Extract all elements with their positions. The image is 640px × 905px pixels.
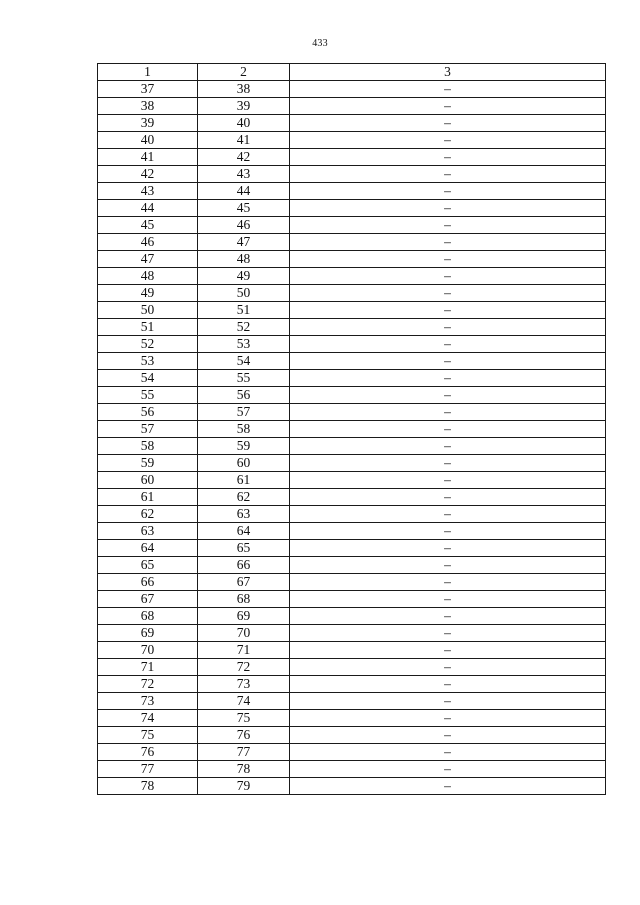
table-header-row — [98, 64, 606, 81]
table-cell-col-1: 58 — [98, 438, 198, 455]
table-cell-col-3: – — [290, 693, 606, 710]
table-cell-col-3: – — [290, 217, 606, 234]
table-cell-col-1: 78 — [98, 778, 198, 795]
table-cell-col-3: – — [290, 251, 606, 268]
table-cell-col-1: 74 — [98, 710, 198, 727]
table-cell-col-2: 42 — [198, 149, 290, 166]
table-row — [98, 183, 606, 200]
table-cell-col-1: 40 — [98, 132, 198, 149]
table-cell-col-2: 40 — [198, 115, 290, 132]
table-row — [98, 489, 606, 506]
table-cell-col-2: 76 — [198, 727, 290, 744]
table-row — [98, 81, 606, 98]
table-row — [98, 472, 606, 489]
table-cell-col-3: – — [290, 489, 606, 506]
table-cell-col-1: 45 — [98, 217, 198, 234]
table-cell-col-2: 62 — [198, 489, 290, 506]
table-row — [98, 574, 606, 591]
table-cell-col-1: 53 — [98, 353, 198, 370]
table-cell-col-1: 46 — [98, 234, 198, 251]
table-cell-col-2: 43 — [198, 166, 290, 183]
table-cell-col-3: – — [290, 557, 606, 574]
table-cell-col-3: – — [290, 98, 606, 115]
table-row — [98, 217, 606, 234]
table-cell-col-2: 57 — [198, 404, 290, 421]
table-cell-col-3: – — [290, 132, 606, 149]
table-cell-col-1: 72 — [98, 676, 198, 693]
table-cell-col-2: 66 — [198, 557, 290, 574]
table-cell-col-3: – — [290, 268, 606, 285]
table-row — [98, 438, 606, 455]
table-cell-col-3: – — [290, 302, 606, 319]
column-header-3: 3 — [290, 64, 606, 81]
table-cell-col-3: – — [290, 234, 606, 251]
table-row — [98, 744, 606, 761]
table-cell-col-1: 76 — [98, 744, 198, 761]
table-cell-col-2: 45 — [198, 200, 290, 217]
table-cell-col-3: – — [290, 421, 606, 438]
table-cell-col-2: 59 — [198, 438, 290, 455]
table-cell-col-2: 63 — [198, 506, 290, 523]
table-row — [98, 676, 606, 693]
table-cell-col-2: 47 — [198, 234, 290, 251]
table-cell-col-3: – — [290, 404, 606, 421]
table-cell-col-2: 56 — [198, 387, 290, 404]
table-row — [98, 761, 606, 778]
page-number: 433 — [312, 38, 328, 49]
table-row — [98, 268, 606, 285]
table-cell-col-2: 51 — [198, 302, 290, 319]
table-row — [98, 642, 606, 659]
table-cell-col-2: 61 — [198, 472, 290, 489]
table-cell-col-1: 37 — [98, 81, 198, 98]
table-cell-col-1: 77 — [98, 761, 198, 778]
table-cell-col-3: – — [290, 523, 606, 540]
table-cell-col-2: 52 — [198, 319, 290, 336]
table-cell-col-1: 65 — [98, 557, 198, 574]
table-cell-col-1: 52 — [98, 336, 198, 353]
table-cell-col-1: 49 — [98, 285, 198, 302]
column-header-2: 2 — [198, 64, 290, 81]
table-cell-col-3: – — [290, 608, 606, 625]
table-cell-col-1: 70 — [98, 642, 198, 659]
table-row — [98, 115, 606, 132]
table-row — [98, 387, 606, 404]
table-cell-col-3: – — [290, 319, 606, 336]
table-row — [98, 506, 606, 523]
table-cell-col-1: 48 — [98, 268, 198, 285]
table-cell-col-1: 54 — [98, 370, 198, 387]
table-cell-col-3: – — [290, 200, 606, 217]
table-cell-col-1: 75 — [98, 727, 198, 744]
table-row — [98, 608, 606, 625]
table-cell-col-3: – — [290, 336, 606, 353]
table-cell-col-1: 69 — [98, 625, 198, 642]
table-row — [98, 421, 606, 438]
table-cell-col-1: 55 — [98, 387, 198, 404]
table-row — [98, 132, 606, 149]
table-row — [98, 353, 606, 370]
table-cell-col-2: 48 — [198, 251, 290, 268]
table-cell-col-1: 63 — [98, 523, 198, 540]
table-row — [98, 557, 606, 574]
table-row — [98, 404, 606, 421]
table-cell-col-3: – — [290, 642, 606, 659]
table-cell-col-3: – — [290, 744, 606, 761]
table-cell-col-3: – — [290, 115, 606, 132]
table-cell-col-2: 60 — [198, 455, 290, 472]
table-cell-col-3: – — [290, 81, 606, 98]
table-cell-col-2: 50 — [198, 285, 290, 302]
table-row — [98, 319, 606, 336]
table-cell-col-2: 68 — [198, 591, 290, 608]
table-cell-col-3: – — [290, 472, 606, 489]
table-row — [98, 778, 606, 795]
table-cell-col-2: 55 — [198, 370, 290, 387]
table-cell-col-1: 71 — [98, 659, 198, 676]
table-cell-col-3: – — [290, 710, 606, 727]
table-row — [98, 149, 606, 166]
table-row — [98, 727, 606, 744]
table-cell-col-2: 78 — [198, 761, 290, 778]
table-cell-col-1: 43 — [98, 183, 198, 200]
table-cell-col-2: 38 — [198, 81, 290, 98]
table-cell-col-1: 68 — [98, 608, 198, 625]
table-cell-col-3: – — [290, 149, 606, 166]
table-cell-col-3: – — [290, 574, 606, 591]
table-cell-col-3: – — [290, 625, 606, 642]
table-cell-col-3: – — [290, 540, 606, 557]
table-cell-col-1: 64 — [98, 540, 198, 557]
table-cell-col-1: 73 — [98, 693, 198, 710]
table-cell-col-1: 39 — [98, 115, 198, 132]
table-row — [98, 166, 606, 183]
table-cell-col-3: – — [290, 166, 606, 183]
table-row — [98, 710, 606, 727]
table-row — [98, 302, 606, 319]
table-cell-col-2: 65 — [198, 540, 290, 557]
table-cell-col-2: 71 — [198, 642, 290, 659]
table-row — [98, 540, 606, 557]
table-cell-col-1: 57 — [98, 421, 198, 438]
table-cell-col-3: – — [290, 727, 606, 744]
table-cell-col-3: – — [290, 285, 606, 302]
table-cell-col-1: 42 — [98, 166, 198, 183]
table-cell-col-2: 64 — [198, 523, 290, 540]
table-cell-col-3: – — [290, 387, 606, 404]
table-cell-col-1: 50 — [98, 302, 198, 319]
table-cell-col-2: 54 — [198, 353, 290, 370]
table-row — [98, 98, 606, 115]
table-cell-col-2: 41 — [198, 132, 290, 149]
table-cell-col-2: 67 — [198, 574, 290, 591]
table-cell-col-2: 72 — [198, 659, 290, 676]
table-cell-col-2: 70 — [198, 625, 290, 642]
table-row — [98, 234, 606, 251]
table-cell-col-2: 69 — [198, 608, 290, 625]
table-cell-col-2: 74 — [198, 693, 290, 710]
table-row — [98, 659, 606, 676]
table-row — [98, 523, 606, 540]
table-cell-col-2: 53 — [198, 336, 290, 353]
column-header-1: 1 — [98, 64, 198, 81]
table-row — [98, 200, 606, 217]
table-cell-col-1: 41 — [98, 149, 198, 166]
data-table — [97, 63, 606, 795]
table-cell-col-3: – — [290, 591, 606, 608]
table-cell-col-3: – — [290, 659, 606, 676]
table-cell-col-2: 46 — [198, 217, 290, 234]
table-cell-col-2: 77 — [198, 744, 290, 761]
table-cell-col-3: – — [290, 438, 606, 455]
table-cell-col-2: 75 — [198, 710, 290, 727]
table-cell-col-2: 44 — [198, 183, 290, 200]
table-cell-col-3: – — [290, 353, 606, 370]
table-row — [98, 370, 606, 387]
table-cell-col-3: – — [290, 506, 606, 523]
table-cell-col-1: 67 — [98, 591, 198, 608]
table-row — [98, 336, 606, 353]
table-cell-col-3: – — [290, 183, 606, 200]
table-cell-col-1: 56 — [98, 404, 198, 421]
table-cell-col-3: – — [290, 761, 606, 778]
table-cell-col-2: 39 — [198, 98, 290, 115]
table-cell-col-2: 58 — [198, 421, 290, 438]
table-cell-col-3: – — [290, 455, 606, 472]
table-cell-col-2: 79 — [198, 778, 290, 795]
table-cell-col-1: 60 — [98, 472, 198, 489]
table-cell-col-3: – — [290, 778, 606, 795]
table-body — [98, 81, 606, 795]
table-cell-col-1: 38 — [98, 98, 198, 115]
table-row — [98, 285, 606, 302]
table-cell-col-2: 73 — [198, 676, 290, 693]
table-cell-col-1: 62 — [98, 506, 198, 523]
table-row — [98, 693, 606, 710]
table-row — [98, 591, 606, 608]
table-row — [98, 625, 606, 642]
table-cell-col-1: 59 — [98, 455, 198, 472]
table-cell-col-1: 51 — [98, 319, 198, 336]
table-cell-col-1: 47 — [98, 251, 198, 268]
table-cell-col-1: 44 — [98, 200, 198, 217]
table-row — [98, 455, 606, 472]
table-cell-col-1: 66 — [98, 574, 198, 591]
table-cell-col-3: – — [290, 370, 606, 387]
table-cell-col-1: 61 — [98, 489, 198, 506]
table-row — [98, 251, 606, 268]
table-cell-col-3: – — [290, 676, 606, 693]
table-cell-col-2: 49 — [198, 268, 290, 285]
